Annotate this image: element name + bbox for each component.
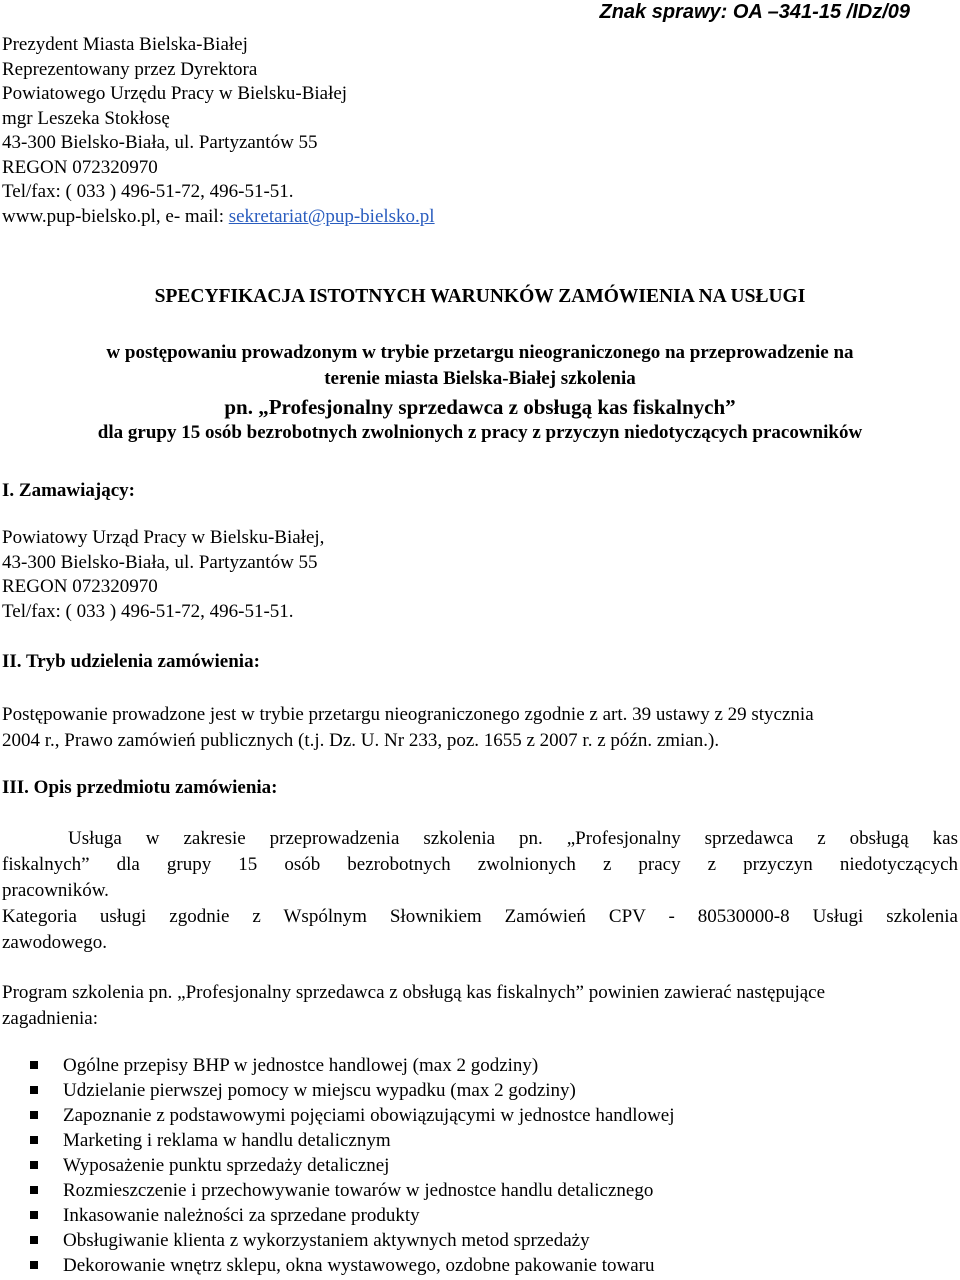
section-heading-contracting-authority: I. Zamawiający: <box>2 480 135 501</box>
list-item: Rozmieszczenie i przechowywanie towarów w jednostce handlu detalicznego <box>30 1178 675 1203</box>
contracting-authority-address <box>2 526 958 624</box>
list-item: Inkasowanie należności za sprzedane produkty <box>30 1203 675 1228</box>
address-line: 43-300 Bielsko-Biała, ul. Partyzantów 55 <box>2 551 318 573</box>
section-heading-procedure: II. Tryb udzielenia zamówienia: <box>2 651 260 672</box>
case-reference: Znak sprawy: OA –341-15 /IDz/09 <box>599 1 910 23</box>
website-text: www.pup-bielsko.pl <box>2 205 156 227</box>
training-topics-list <box>30 1053 675 1278</box>
list-item: Marketing i reklama w handlu detalicznym <box>30 1128 675 1153</box>
list-item: Wyposażenie punktu sprzedaży detalicznej <box>30 1153 675 1178</box>
address-line: REGON 072320970 <box>2 576 158 597</box>
square-bullet-icon <box>30 1261 38 1269</box>
square-bullet-icon <box>30 1061 38 1069</box>
square-bullet-icon <box>30 1211 38 1219</box>
list-item: Dekorowanie wnętrz sklepu, okna wystawowego, ozdobne pakowanie towaru <box>30 1253 675 1278</box>
list-item: Ogólne przepisy BHP w jednostce handlowej (max 2 godziny) <box>30 1053 675 1078</box>
square-bullet-icon <box>30 1136 38 1144</box>
paragraph-line: 2004 r., Prawo zamówień publicznych (t.j. Dz. U. Nr 233, poz. 1655 z 2007 r. z późn. zmian.). <box>2 730 720 751</box>
subtitle-training-name: pn. „Profesjonalny sprzedawca z obsługą kas fiskalnych” <box>224 395 736 419</box>
sender-address-block <box>2 33 435 229</box>
paragraph-line: zagadnienia: <box>2 1008 99 1029</box>
square-bullet-icon <box>30 1086 38 1094</box>
procedure-paragraph <box>2 702 958 754</box>
subtitle-line: terenie miasta Bielska-Białej szkolenia <box>324 368 636 389</box>
program-paragraph <box>2 980 958 1032</box>
email-link[interactable]: sekretariat@pup-bielsko.pl <box>228 205 435 227</box>
paragraph-line: Usługa w zakresie przeprowadzenia szkolenia pn. „Profesjonalny sprzedawca z obsługą kas <box>68 828 958 849</box>
sender-line: Tel/fax: ( 033 ) 496-51-72, 496-51-51. <box>2 181 294 202</box>
paragraph-line: Kategoria usługi zgodnie z Wspólnym Słownikiem Zamówień CPV - 80530000-8 Usługi szkolenia <box>2 906 958 927</box>
address-line: Powiatowy Urząd Pracy w Bielsku-Białej, <box>2 527 325 548</box>
paragraph-line: Program szkolenia pn. „Profesjonalny sprzedawca z obsługą kas fiskalnych” powinien zawierać następujące <box>2 982 826 1003</box>
list-item: Udzielanie pierwszej pomocy w miejscu wypadku (max 2 godziny) <box>30 1078 675 1103</box>
list-item: Zapoznanie z podstawowymi pojęciami obowiązującymi w jednostce handlowej <box>30 1103 675 1128</box>
document-title: SPECYFIKACJA ISTOTNYCH WARUNKÓW ZAMÓWIENIA NA USŁUGI <box>154 286 806 307</box>
subtitle-line: dla grupy 15 osób bezrobotnych zwolnionych z pracy z przyczyn niedotyczących pracowników <box>97 422 863 443</box>
square-bullet-icon <box>30 1111 38 1119</box>
sender-line: mgr Leszeka Stokłosę <box>2 107 170 129</box>
paragraph-line: pracowników. <box>2 880 109 901</box>
sender-line: Prezydent Miasta Bielska-Białej <box>2 34 248 55</box>
sender-line: REGON 072320970 <box>2 156 158 178</box>
sender-contact-line <box>2 205 435 230</box>
sender-line: Powiatowego Urzędu Pracy w Bielsku-Białej <box>2 83 348 104</box>
subject-paragraph <box>2 826 958 956</box>
paragraph-line: Postępowanie prowadzone jest w trybie przetargu nieograniczonego zgodnie z art. 39 ustawy z 29 stycznia <box>2 704 814 725</box>
document-subtitle <box>0 340 960 446</box>
square-bullet-icon <box>30 1236 38 1244</box>
sender-line: Reprezentowany przez Dyrektora <box>2 58 258 80</box>
email-prefix: , e- mail: <box>155 205 229 227</box>
address-line: Tel/fax: ( 033 ) 496-51-72, 496-51-51. <box>2 600 294 622</box>
section-heading-subject: III. Opis przedmiotu zamówienia: <box>2 777 278 798</box>
square-bullet-icon <box>30 1186 38 1194</box>
subtitle-line: w postępowaniu prowadzonym w trybie przetargu nieograniczonego na przeprowadzenie na <box>106 342 854 363</box>
paragraph-line: fiskalnych” dla grupy 15 osób bezrobotnych zwolnionych z pracy z przyczyn niedotyczących <box>2 854 958 875</box>
list-item: Obsługiwanie klienta z wykorzystaniem aktywnych metod sprzedaży <box>30 1228 675 1253</box>
sender-line: 43-300 Bielsko-Biała, ul. Partyzantów 55 <box>2 132 318 153</box>
square-bullet-icon <box>30 1161 38 1169</box>
paragraph-line: zawodowego. <box>2 932 107 953</box>
